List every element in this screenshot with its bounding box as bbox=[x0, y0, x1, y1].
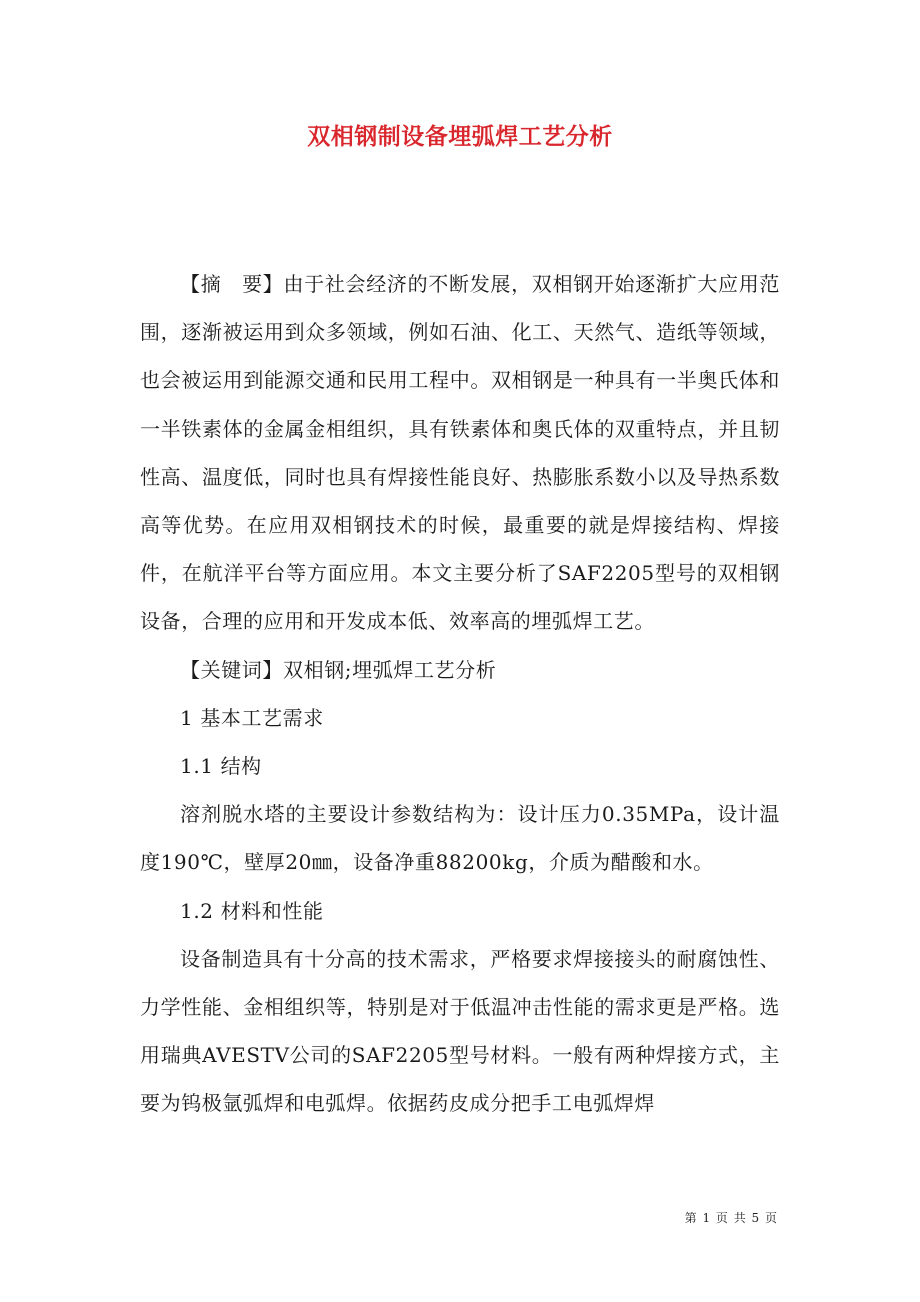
document-body bbox=[140, 260, 780, 1128]
page-number: 第 1 页 共 5 页 bbox=[684, 1211, 778, 1225]
subsection-heading: 1.2 材料和性能 bbox=[180, 898, 324, 923]
document-title: 双相钢制设备埋弧焊工艺分析 bbox=[307, 123, 613, 150]
section-heading: 1 基本工艺需求 bbox=[180, 705, 324, 730]
abstract-paragraph: 【摘 要】由于社会经济的不断发展，双相钢开始逐渐扩大应用范围，逐渐被运用到众多领域，例如石油、化工、天然气、造纸等领域，也会被运用到能源交通和民用工程中。双相钢是一种具有一半奥氏体和一半铁素体的金属金相组织，具有铁素体和奥氏体的双重特点，并且韧性高、温度低，同时也具有焊接性能良好、热膨胀系数小以及导热系数高等优势。在应用双相钢技术的时候，最重要的就是焊接结构、焊接件，在航洋平台等方面应用。本文主要分析了SAF2205型号的双相钢设备，合理的应用和开发成本低、效率高的埋弧焊工艺。 bbox=[140, 272, 780, 634]
body-paragraph: 设备制造具有十分高的技术需求，严格要求焊接接头的耐腐蚀性、力学性能、金相组织等，特别是对于低温冲击性能的需求更是严格。选用瑞典AVESTV公司的SAF2205型号材料。一般有两种焊接方式，主要为钨极氩弧焊和电弧焊。依据药皮成分把手工电弧焊焊 bbox=[140, 946, 780, 1116]
body-paragraph: 溶剂脱水塔的主要设计参数结构为：设计压力0.35MPa，设计温度190℃，壁厚20㎜，设备净重88200kg，介质为醋酸和水。 bbox=[140, 802, 780, 875]
keywords-paragraph: 【关键词】双相钢;埋弧焊工艺分析 bbox=[180, 657, 497, 682]
subsection-heading: 1.1 结构 bbox=[180, 754, 262, 779]
